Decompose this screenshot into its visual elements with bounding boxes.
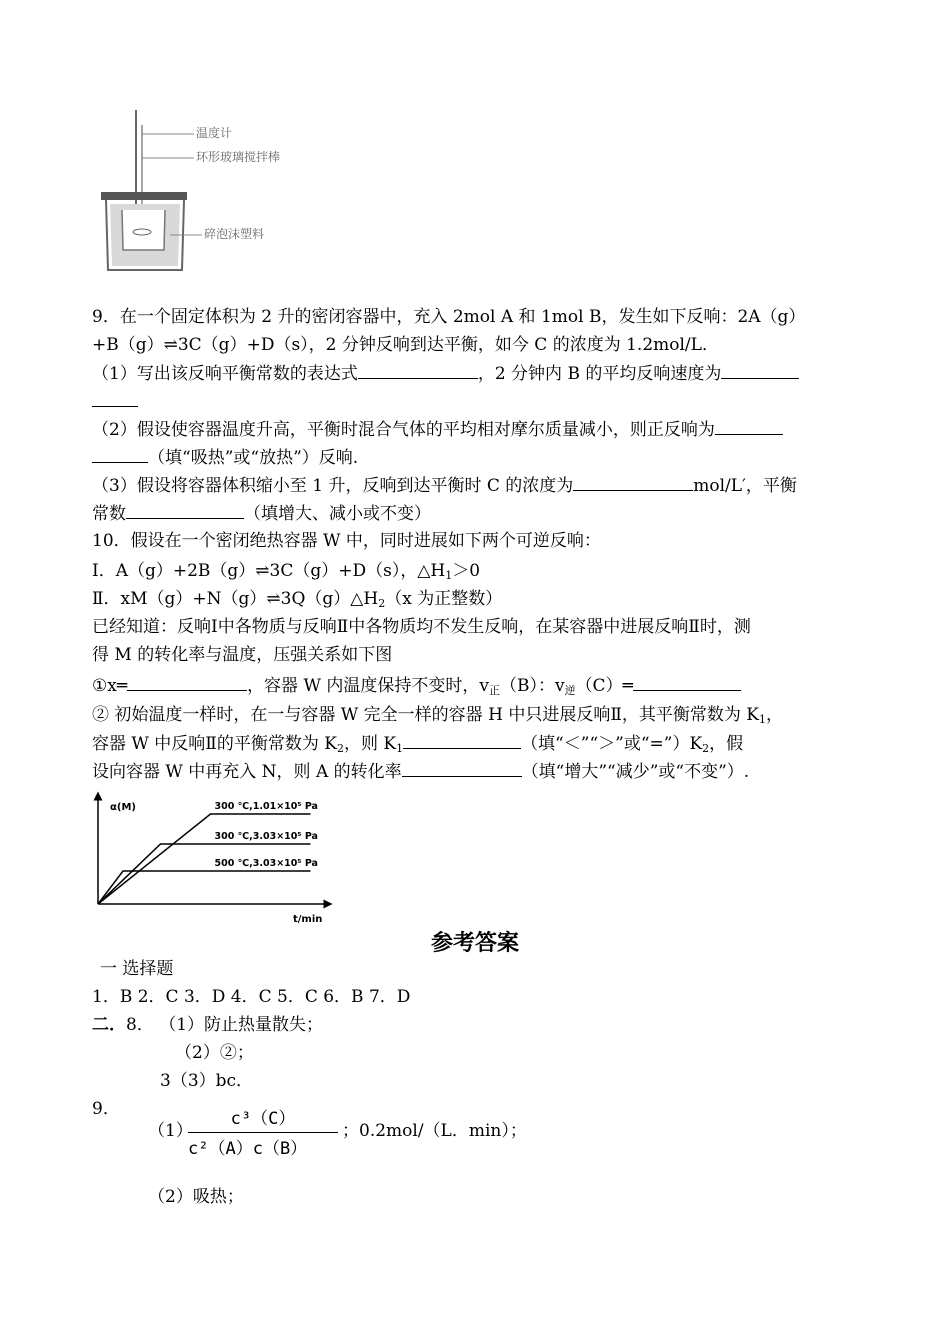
- q10-part2: [92, 704, 783, 731]
- q10-part2-d: ，则 K: [343, 734, 397, 754]
- blank-c-concentration[interactable]: [573, 474, 693, 491]
- answers-q9-label: 9．: [92, 1099, 120, 1119]
- q10-part2-f: ，假: [709, 734, 744, 754]
- q10-part2-e: （填“＜”“＞”或“=”）K: [521, 734, 703, 754]
- q9-part3-cont: [92, 502, 431, 525]
- q9-part1: [92, 362, 799, 385]
- fraction-denominator: c²（A）c（B）: [188, 1139, 308, 1159]
- q10-part2-b: ，: [765, 705, 783, 725]
- y-axis-label: α(M): [110, 802, 136, 813]
- q10-part2-sub2: 2: [336, 742, 344, 755]
- q10-part1-sub1: 正: [488, 684, 500, 697]
- q10-part2-line2: [92, 732, 743, 760]
- q10-part1-b: ，容器 W 内温度保持不变时，v: [247, 676, 489, 696]
- q10-part1-sub2: 逆: [564, 684, 576, 697]
- q9-line1: 9．在一个固定体积为 2 升的密闭容器中，充入 2mol A 和 1mol B，发生如下反响：2A（g）: [92, 307, 806, 327]
- answers-q8-1: 8． （1）防止热量散失；: [126, 1015, 324, 1035]
- q9-part3-text-d: （填增大、减小或不变）: [244, 504, 431, 524]
- q10-part2-sub3: 1: [396, 742, 404, 755]
- conversion-chart: [88, 788, 348, 926]
- blank-rate-ratio[interactable]: [633, 674, 741, 691]
- reaction2-text: Ⅱ．xM（g）+N（g）⇌3Q（g）△H: [92, 589, 379, 609]
- answers-section2-label: 二．: [92, 1015, 126, 1035]
- series-label-3: 500 ℃,3.03×10⁵ Pa: [214, 858, 318, 869]
- q9-part2-cont: [92, 446, 358, 469]
- q10-part2-a: ② 初始温度一样时，在一与容器 W 完全一样的容器 H 中只进展反响Ⅱ，其平衡常数为 K: [92, 705, 759, 725]
- q9-part3: [92, 474, 797, 497]
- q9-part3-text-a: （3）假设将容器体积缩小至 1 升，反响到达平衡时 C 的浓度为: [92, 476, 574, 496]
- series-label-1: 300 ℃,1.01×10⁵ Pa: [214, 801, 318, 812]
- q9-part3-text-c: 常数: [92, 504, 126, 524]
- q10-line1: 10．假设在一个密闭绝热容器 W 中，同时进展如下两个可逆反响：: [92, 531, 601, 551]
- q10-part2-sub4: 2: [702, 742, 710, 755]
- q9-part1-text-b: ，2 分钟内 B 的平均反响速度为: [477, 364, 722, 384]
- q9-line2: +B（g）⇌3C（g）+D（s），2 分钟反响到达平衡，如今 C 的浓度为 1.2mol/L．: [92, 335, 719, 355]
- answers-title: 参考答案: [430, 931, 519, 956]
- q9-part2: [92, 418, 783, 441]
- equilibrium-fraction: [188, 1108, 338, 1161]
- series-line-2: [98, 844, 311, 904]
- answers-q9-part2: （2）吸热；: [148, 1187, 244, 1207]
- blank-constant-change[interactable]: [126, 502, 244, 519]
- fraction-numerator: c³（C）: [188, 1108, 338, 1133]
- answers-q8-line1: [92, 1014, 323, 1036]
- blank-x-value[interactable]: [127, 674, 247, 691]
- answers-section1: 一 选择题: [100, 959, 174, 979]
- answers-choices: 1．B 2．C 3．D 4．C 5．C 6．B 7．D: [92, 987, 411, 1007]
- q9-part3-text-b: mol/L′，平衡: [693, 476, 797, 496]
- answers-q9-part1-rest: ；0.2mol/（L．min）；: [342, 1121, 527, 1141]
- blank-k-compare[interactable]: [403, 732, 521, 749]
- q10-part1-c: （B）：v: [499, 676, 565, 696]
- q10-part1-a: ①x═: [92, 676, 128, 696]
- blank-heat-type-cont[interactable]: [92, 446, 148, 463]
- answers-q8-line3: 3（3）bc．: [160, 1071, 254, 1091]
- reaction1-text: Ⅰ．A（g）+2B（g）⇌3C（g）+D（s），△H: [92, 561, 446, 581]
- reaction1-sub: 1: [445, 569, 453, 582]
- q9-part1-text-a: （1）写出该反响平衡常数的表达式: [92, 364, 358, 384]
- series-label-2: 300 ℃,3.03×10⁵ Pa: [214, 831, 318, 842]
- q10-part2-sub: 1: [758, 713, 766, 726]
- reaction2-tail: （x 为正整数）: [385, 589, 503, 609]
- q10-part1: [92, 674, 741, 702]
- q10-part1-d: （C）═: [575, 676, 633, 696]
- q9-part2-text-b: （填“吸热”或“放热”）反响.: [148, 448, 359, 468]
- blank-equilibrium-expression[interactable]: [358, 362, 478, 379]
- calorimeter-figure: [98, 100, 288, 280]
- q10-part2-g: 设向容器 W 中再充入 N，则 A 的转化率: [92, 762, 402, 782]
- blank-rate-b-cont[interactable]: [92, 390, 138, 407]
- label-thermometer: 温度计: [196, 126, 233, 140]
- blank-a-conversion[interactable]: [402, 760, 522, 777]
- q10-known1: 已经知道：反响Ⅰ中各物质与反响Ⅱ中各物质均不发生反响，在某容器中进展反响Ⅱ时，测: [92, 617, 751, 637]
- q10-part2-c: 容器 W 中反响Ⅱ的平衡常数为 K: [92, 734, 337, 754]
- q10-known2: 得 M 的转化率与温度，压强关系如下图: [92, 645, 393, 665]
- x-axis-label: t/min: [293, 914, 323, 925]
- blank-heat-type[interactable]: [715, 418, 783, 435]
- series-line-3: [98, 871, 311, 904]
- label-foam: 碎泡沫塑料: [204, 227, 265, 241]
- label-stirrer: 环形玻璃搅拌棒: [196, 150, 281, 164]
- answers-q8-line2: （2）②；: [175, 1043, 254, 1063]
- reaction2-sub: 2: [378, 597, 386, 610]
- q9-part2-text-a: （2）假设使容器温度升高，平衡时混合气体的平均相对摩尔质量减小，则正反响为: [92, 420, 715, 440]
- reaction1-tail: ＞0: [452, 561, 481, 581]
- q10-reaction1: [92, 560, 480, 587]
- q9-part1-cont: [92, 390, 138, 413]
- q10-reaction2: [92, 588, 502, 615]
- q10-part2-line3: [92, 760, 749, 783]
- blank-rate-b[interactable]: [721, 362, 799, 379]
- answers-q9-part1-label: （1）: [148, 1121, 193, 1141]
- q10-part2-h: （填“增大”“减少”或“不变”）.: [521, 762, 750, 782]
